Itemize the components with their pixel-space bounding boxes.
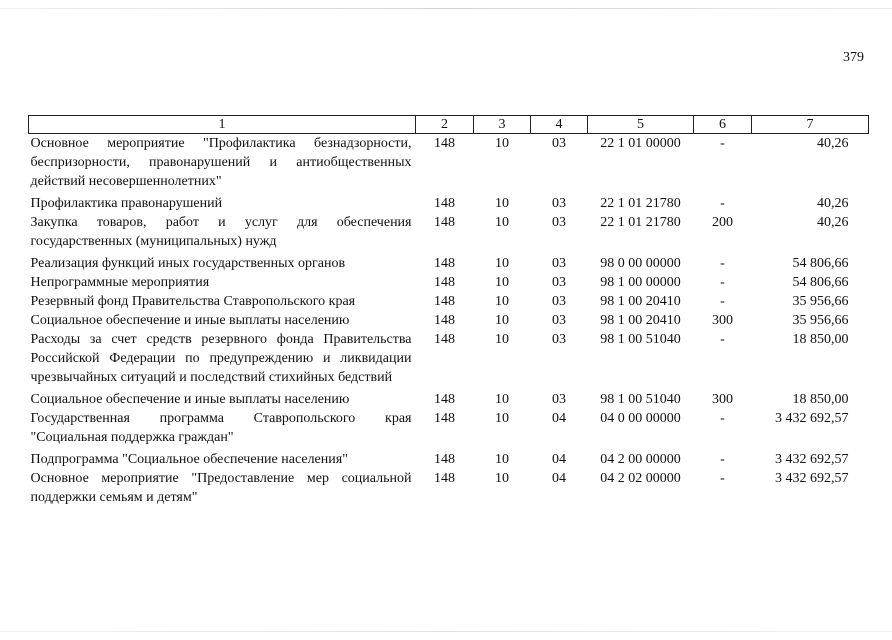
row-col6-cell: - bbox=[720, 136, 725, 151]
budget-table bbox=[28, 115, 869, 507]
row-name-cell: Расходы за счет средств резервного фонда Правительства Российской Федерации по предупреждению и ликвидации чрезвычайных ситуаций и последствий стихийных бедствий bbox=[30, 332, 412, 385]
row-col4-cell: 04 bbox=[552, 411, 566, 426]
row-col2-cell: 148 bbox=[434, 294, 455, 309]
table-header bbox=[29, 116, 869, 134]
table-row bbox=[29, 213, 869, 254]
row-amount-cell: 40,26 bbox=[817, 196, 849, 211]
row-col2-cell: 148 bbox=[434, 392, 455, 407]
row-col6-cell: - bbox=[720, 196, 725, 211]
page-number: 379 bbox=[843, 50, 864, 65]
row-name-cell: Основное мероприятие "Профилактика безнадзорности, беспризорности, правонарушений и антиобщественных действий несовершеннолетних" bbox=[30, 136, 412, 189]
scan-edge-top bbox=[0, 8, 892, 9]
row-col6-cell: - bbox=[720, 411, 725, 426]
row-col6-cell: - bbox=[720, 294, 725, 309]
row-col2-cell: 148 bbox=[434, 332, 455, 347]
row-col3-cell: 10 bbox=[495, 215, 509, 230]
row-name-cell: Социальное обеспечение и иные выплаты населению bbox=[30, 313, 350, 328]
header-col-7: 7 bbox=[752, 116, 869, 134]
header-col-4: 4 bbox=[531, 116, 588, 134]
row-col5-cell: 04 2 02 00000 bbox=[600, 471, 681, 486]
header-col-6: 6 bbox=[694, 116, 752, 134]
row-col6-cell: - bbox=[720, 452, 725, 467]
header-col-2: 2 bbox=[416, 116, 474, 134]
row-col2-cell: 148 bbox=[434, 136, 455, 151]
row-name-cell: Подпрограмма "Социальное обеспечение населения" bbox=[30, 452, 348, 467]
row-col4-cell: 03 bbox=[552, 294, 566, 309]
row-col5-cell: 04 2 00 00000 bbox=[600, 452, 681, 467]
row-col4-cell: 03 bbox=[552, 256, 566, 271]
row-amount-cell: 40,26 bbox=[817, 215, 849, 230]
row-amount-cell: 3 432 692,57 bbox=[775, 411, 849, 426]
row-col3-cell: 10 bbox=[495, 452, 509, 467]
table-row bbox=[29, 292, 869, 311]
row-col6-cell: - bbox=[720, 256, 725, 271]
row-col2-cell: 148 bbox=[434, 452, 455, 467]
row-col5-cell: 98 1 00 00000 bbox=[600, 275, 681, 290]
row-col5-cell: 98 1 00 51040 bbox=[600, 392, 681, 407]
row-col2-cell: 148 bbox=[434, 313, 455, 328]
row-col5-cell: 98 1 00 51040 bbox=[600, 332, 681, 347]
table-row bbox=[29, 469, 869, 507]
table-row bbox=[29, 273, 869, 292]
row-col2-cell: 148 bbox=[434, 275, 455, 290]
row-amount-cell: 54 806,66 bbox=[792, 275, 849, 290]
row-amount-cell: 54 806,66 bbox=[792, 256, 849, 271]
table-row bbox=[29, 409, 869, 450]
table-row bbox=[29, 390, 869, 409]
row-col4-cell: 03 bbox=[552, 332, 566, 347]
row-col5-cell: 04 0 00 00000 bbox=[600, 411, 681, 426]
row-name-cell: Реализация функций иных государственных органов bbox=[30, 256, 346, 271]
header-row bbox=[29, 116, 869, 134]
row-col4-cell: 03 bbox=[552, 275, 566, 290]
row-col3-cell: 10 bbox=[495, 294, 509, 309]
row-col5-cell: 22 1 01 21780 bbox=[600, 215, 681, 230]
row-col2-cell: 148 bbox=[434, 256, 455, 271]
table-row bbox=[29, 450, 869, 469]
row-col3-cell: 10 bbox=[495, 392, 509, 407]
table-row bbox=[29, 330, 869, 390]
header-col-5: 5 bbox=[588, 116, 694, 134]
row-col2-cell: 148 bbox=[434, 471, 455, 486]
row-col6-cell: 300 bbox=[712, 313, 733, 328]
table-body bbox=[29, 134, 869, 508]
row-col4-cell: 03 bbox=[552, 196, 566, 211]
row-col6-cell: 200 bbox=[712, 215, 733, 230]
row-amount-cell: 35 956,66 bbox=[792, 313, 849, 328]
row-amount-cell: 3 432 692,57 bbox=[775, 452, 849, 467]
row-col6-cell: - bbox=[720, 332, 725, 347]
row-name-cell: Резервный фонд Правительства Ставропольского края bbox=[30, 294, 356, 309]
row-amount-cell: 3 432 692,57 bbox=[775, 471, 849, 486]
row-col5-cell: 22 1 01 21780 bbox=[600, 196, 681, 211]
row-col3-cell: 10 bbox=[495, 313, 509, 328]
row-col2-cell: 148 bbox=[434, 411, 455, 426]
row-col5-cell: 98 1 00 20410 bbox=[600, 294, 681, 309]
header-col-1: 1 bbox=[29, 116, 416, 134]
row-col3-cell: 10 bbox=[495, 196, 509, 211]
row-amount-cell: 18 850,00 bbox=[792, 392, 849, 407]
row-col3-cell: 10 bbox=[495, 332, 509, 347]
table-row bbox=[29, 134, 869, 195]
header-col-3: 3 bbox=[474, 116, 531, 134]
row-name-cell: Профилактика правонарушений bbox=[30, 196, 223, 211]
row-col3-cell: 10 bbox=[495, 471, 509, 486]
row-col2-cell: 148 bbox=[434, 215, 455, 230]
row-name-cell: Государственная программа Ставропольского края "Социальная поддержка граждан" bbox=[30, 411, 412, 445]
row-col4-cell: 03 bbox=[552, 215, 566, 230]
row-col4-cell: 04 bbox=[552, 452, 566, 467]
row-col4-cell: 03 bbox=[552, 136, 566, 151]
table-row bbox=[29, 311, 869, 330]
table-row bbox=[29, 254, 869, 273]
scan-edge-bottom bbox=[0, 631, 892, 632]
row-col3-cell: 10 bbox=[495, 275, 509, 290]
row-col3-cell: 10 bbox=[495, 411, 509, 426]
row-amount-cell: 40,26 bbox=[817, 136, 849, 151]
row-col4-cell: 03 bbox=[552, 313, 566, 328]
row-name-cell: Закупка товаров, работ и услуг для обеспечения государственных (муниципальных) нужд bbox=[30, 215, 412, 249]
row-col6-cell: - bbox=[720, 275, 725, 290]
table-row bbox=[29, 194, 869, 213]
row-col4-cell: 03 bbox=[552, 392, 566, 407]
row-name-cell: Непрограммные мероприятия bbox=[30, 275, 210, 290]
row-col3-cell: 10 bbox=[495, 256, 509, 271]
row-amount-cell: 18 850,00 bbox=[792, 332, 849, 347]
row-name-cell: Социальное обеспечение и иные выплаты населению bbox=[30, 392, 350, 407]
row-col6-cell: - bbox=[720, 471, 725, 486]
row-name-cell: Основное мероприятие "Предоставление мер социальной поддержки семьям и детям" bbox=[30, 471, 412, 505]
row-col5-cell: 98 0 00 00000 bbox=[600, 256, 681, 271]
row-col2-cell: 148 bbox=[434, 196, 455, 211]
row-amount-cell: 35 956,66 bbox=[792, 294, 849, 309]
row-col4-cell: 04 bbox=[552, 471, 566, 486]
row-col6-cell: 300 bbox=[712, 392, 733, 407]
row-col5-cell: 98 1 00 20410 bbox=[600, 313, 681, 328]
row-col5-cell: 22 1 01 00000 bbox=[600, 136, 681, 151]
row-col3-cell: 10 bbox=[495, 136, 509, 151]
